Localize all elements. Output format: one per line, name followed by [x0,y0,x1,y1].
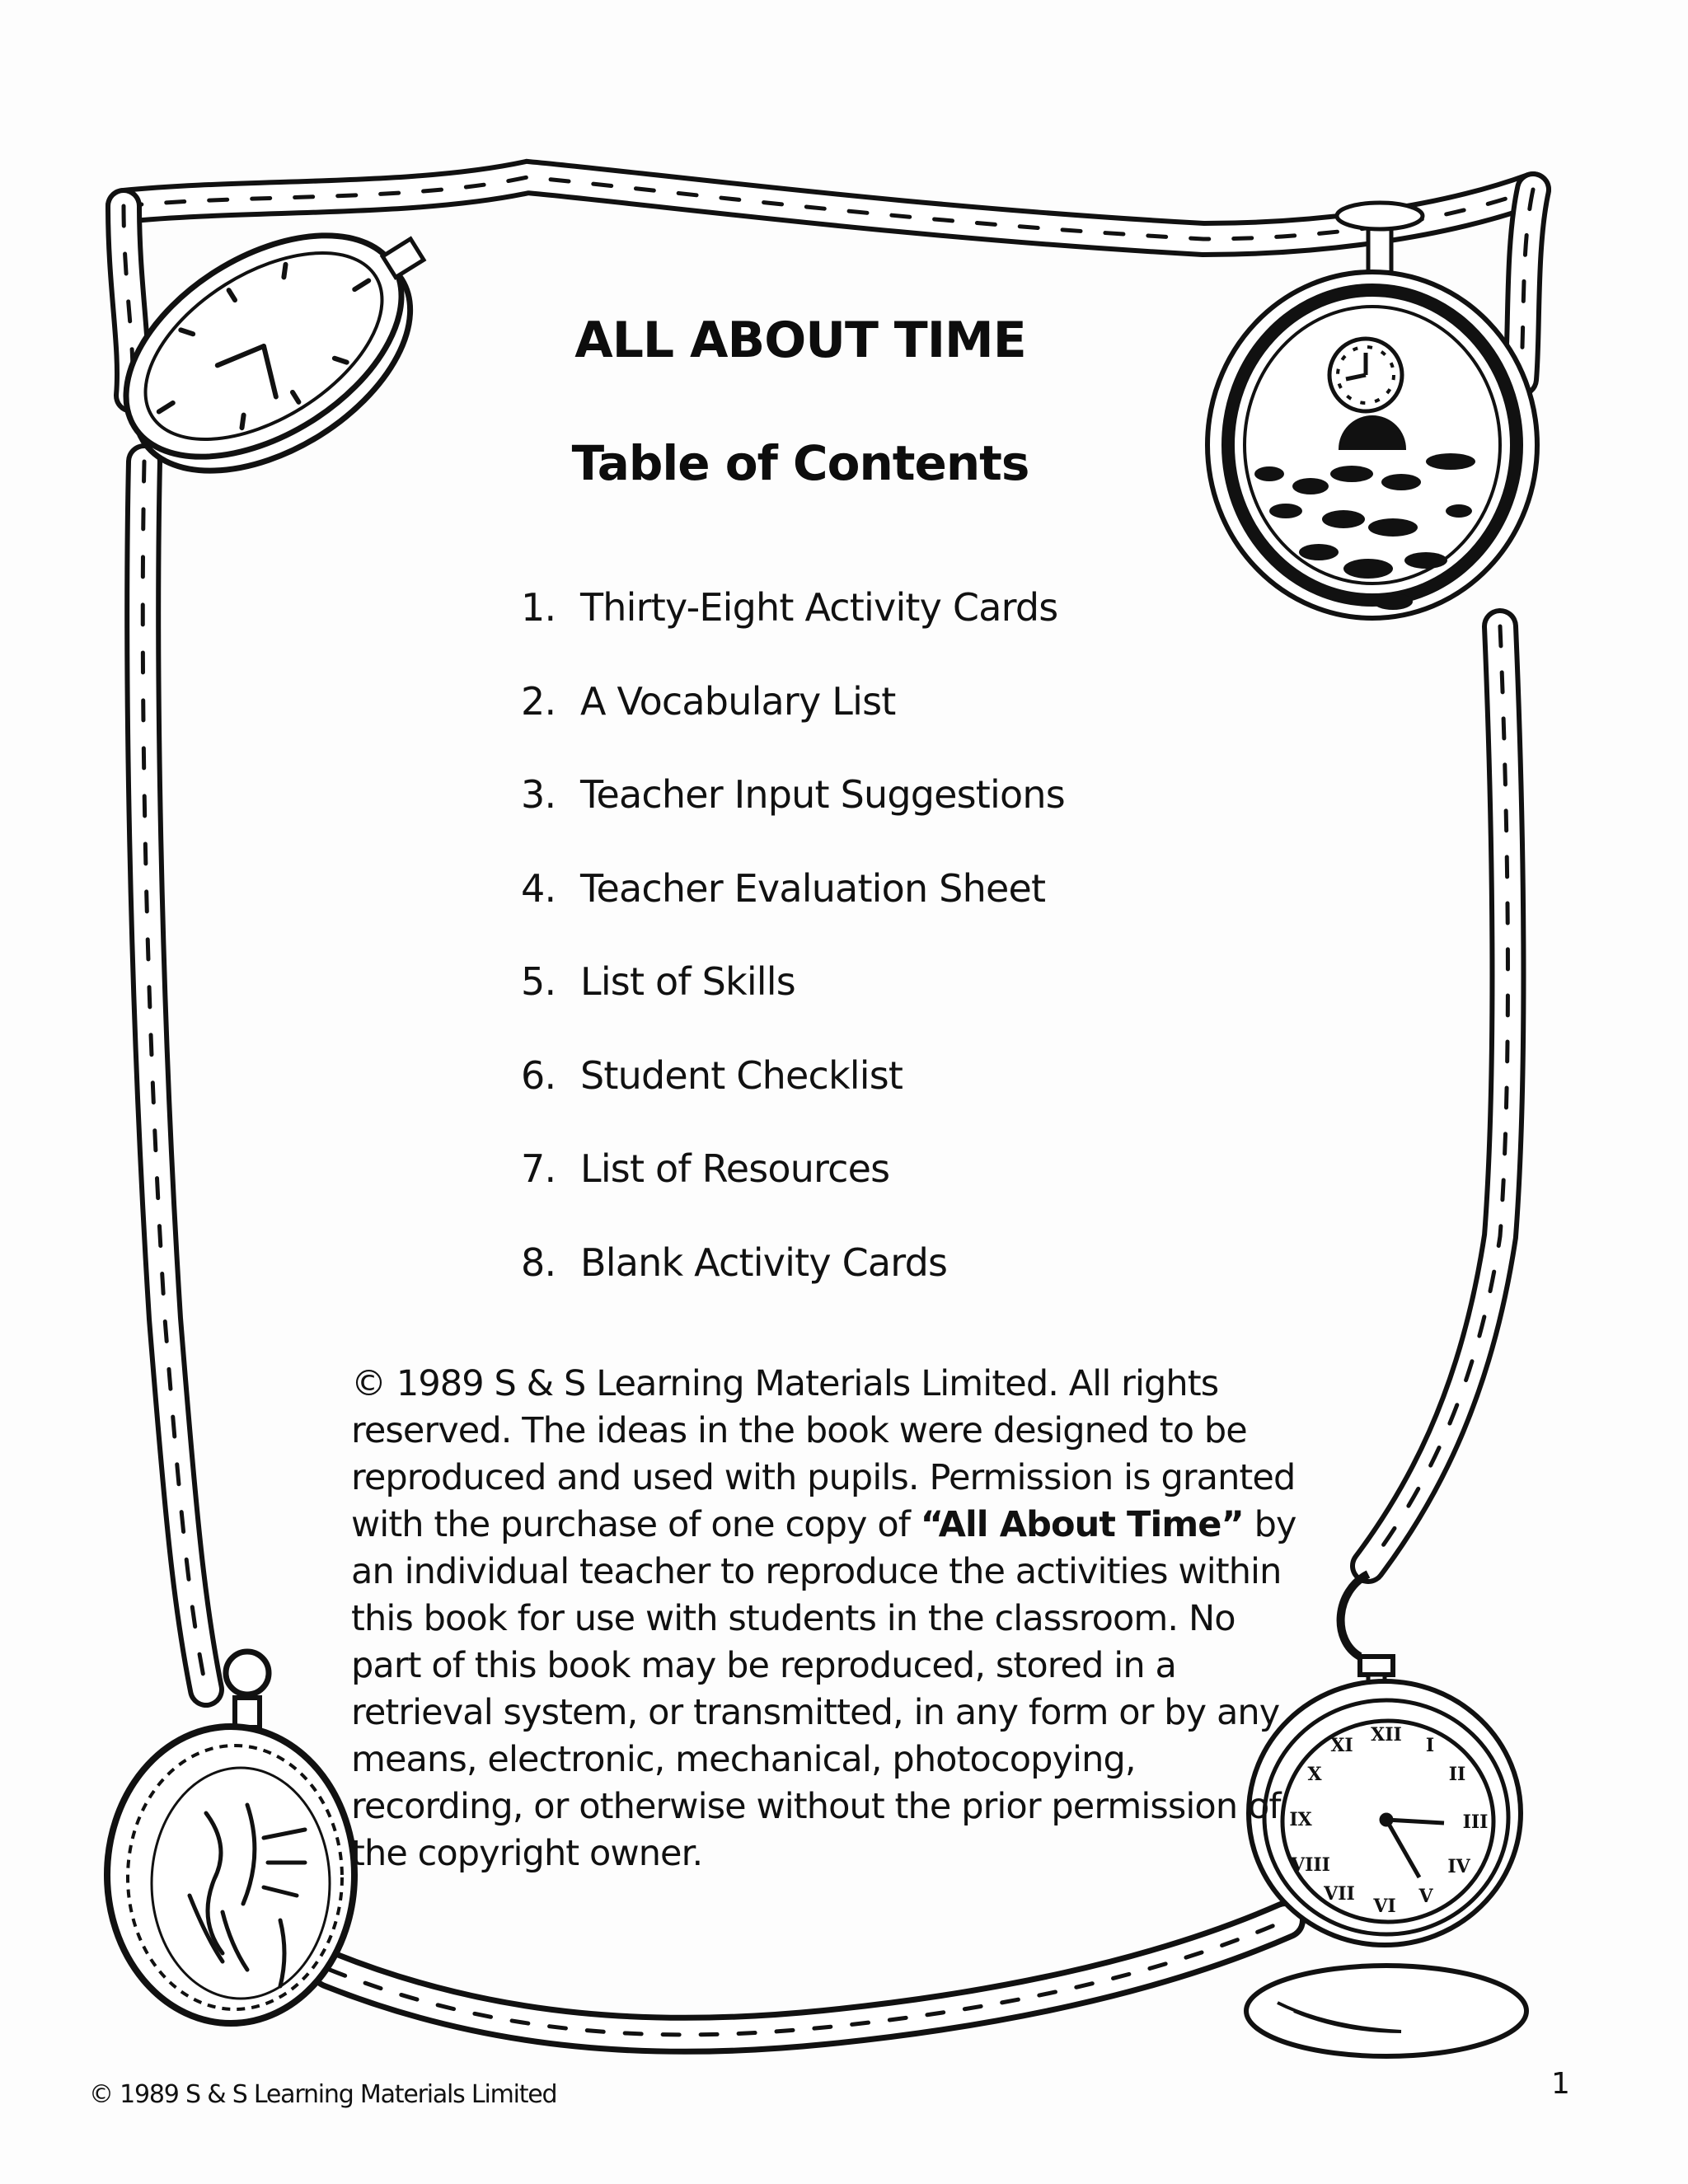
book-title-reference: “All About Time” [920,1504,1244,1545]
svg-text:VII: VII [1324,1883,1355,1905]
toc-item-label: Teacher Input Suggestions [580,772,1065,817]
pocket-watch-with-ships-icon [1207,203,1537,618]
copyright-text-start: © 1989 S & S Learning Materials Limited. All rights reserved. The ideas in the book were designed to be reproduced and used with pupils. Permission is granted with the purchase of one copy of [351,1363,1296,1545]
toc-item-number: 8. [521,1240,556,1285]
toc-item-number: 2. [521,678,556,724]
toc-item-label: A Vocabulary List [580,678,896,724]
toc-item-label: Thirty-Eight Activity Cards [580,585,1058,630]
svg-text:II: II [1448,1764,1466,1785]
page-number: 1 [1551,2067,1570,2101]
toc-item [521,577,1065,671]
svg-text:X: X [1307,1764,1322,1785]
toc-item-number: 6. [521,1052,556,1098]
toc-item [521,1045,1065,1139]
svg-text:IX: IX [1289,1809,1312,1830]
toc-item-label: Teacher Evaluation Sheet [580,865,1046,911]
book-title: ALL ABOUT TIME [574,312,1026,369]
toc-item-label: List of Skills [580,959,795,1004]
footer-copyright: © 1989 S & S Learning Materials Limited [89,2080,557,2109]
toc-item [521,1138,1065,1232]
toc-item [521,764,1065,858]
toc-item [521,1232,1065,1326]
toc-item [521,951,1065,1045]
toc-item-label: Student Checklist [580,1052,903,1098]
svg-text:XI: XI [1330,1735,1353,1756]
svg-text:III: III [1462,1811,1489,1833]
toc-item-label: Blank Activity Cards [580,1240,948,1285]
table-of-contents-list [521,577,1065,1325]
svg-text:V: V [1418,1886,1433,1907]
svg-text:VIII: VIII [1291,1854,1330,1876]
toc-item [521,858,1065,952]
copyright-notice [351,1361,1299,1877]
copyright-text-end: by an individual teacher to reproduce the activities within this book for use with students in the classroom. No part of this book may be reproduced, stored in a retrieval system, or transmitted, in any form or by any means, electronic, mechanical, photocopying, recording, or otherwise without the prior permission of the copyright owner. [351,1504,1296,1874]
toc-item-number: 7. [521,1146,556,1191]
engraved-locket-watch-icon [107,1652,354,2023]
svg-text:XII: XII [1371,1724,1402,1746]
toc-item [521,671,1065,765]
toc-item-number: 1. [521,585,556,630]
toc-item-number: 5. [521,959,556,1004]
svg-text:VI: VI [1373,1896,1396,1917]
svg-text:I: I [1425,1735,1435,1756]
svg-text:IV: IV [1447,1856,1470,1877]
toc-item-number: 3. [521,772,556,817]
page-title: Table of Contents [571,435,1029,491]
toc-item-label: List of Resources [580,1146,890,1191]
toc-item-number: 4. [521,865,556,911]
